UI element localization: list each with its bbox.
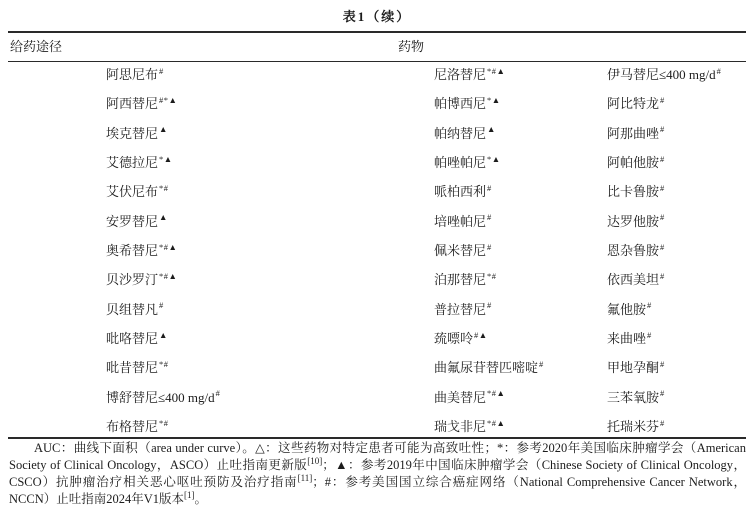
drug-name: 阿西替尼 <box>106 96 159 112</box>
drug-marker: ▲ <box>159 212 168 223</box>
drug-name: 曲美替尼 <box>434 389 487 405</box>
drug-item <box>434 60 544 89</box>
drug-name: 依西美坦 <box>607 272 660 288</box>
drug-item <box>607 236 721 265</box>
drug-marker: ▲ <box>159 124 168 135</box>
drug-item <box>434 148 544 177</box>
drug-marker: # <box>487 212 492 223</box>
drug-marker: # <box>660 183 665 194</box>
drug-marker: *# <box>159 183 169 194</box>
drug-name: 贝组替凡 <box>106 301 159 317</box>
drug-marker: # <box>660 388 665 399</box>
drug-marker: # <box>660 95 665 106</box>
drug-marker: *#▲ <box>159 271 178 282</box>
drug-item <box>106 236 220 265</box>
drug-marker: # <box>716 65 722 76</box>
drug-name: 阿那曲唑 <box>607 125 660 141</box>
drug-marker: # <box>487 183 492 194</box>
table-top-rule <box>8 31 746 33</box>
drug-marker: *# <box>159 359 169 370</box>
drug-item <box>607 265 721 294</box>
drug-name: 尼洛替尼 <box>434 67 487 82</box>
drug-item <box>106 119 220 148</box>
drug-name: 普拉替尼 <box>434 301 487 317</box>
footnote-text: ；#：参考美国国立综合癌症网络（National Comprehensive Cancer Network，NCCN）止吐指南2024年V1版本 <box>9 475 746 506</box>
drug-name: 阿帕他胺 <box>607 155 660 171</box>
drug-item <box>434 177 544 206</box>
drug-item <box>434 353 544 382</box>
drug-name: 甲地孕酮 <box>607 360 660 376</box>
drug-name: 贝沙罗汀 <box>106 272 159 288</box>
drug-item <box>434 207 544 236</box>
drug-name: 博舒替尼≤400 mg/d <box>106 389 215 405</box>
drug-name: 巯嘌呤 <box>434 331 474 347</box>
drug-name: 三苯氧胺 <box>607 389 660 405</box>
drug-marker: # <box>159 300 164 311</box>
drug-name: 布格替尼 <box>106 419 159 435</box>
drug-name: 吡昔替尼 <box>106 360 159 376</box>
drug-marker: # <box>660 271 665 282</box>
drug-column-1 <box>106 60 220 441</box>
footnote-text: AUC：曲线下面积（area under curve）。△：这些药物对特定患者可能为高致吐性；*：参考2020年美国临床肿瘤学会（American Society of Clinical Oncology，ASCO）止吐指南更新版 <box>9 441 746 472</box>
drug-name: 瑞戈非尼 <box>434 419 487 435</box>
drug-item <box>607 207 721 236</box>
drug-name: 托瑞米芬 <box>607 419 660 435</box>
drug-item <box>106 383 220 412</box>
drug-name: 泊那替尼 <box>434 272 487 288</box>
drug-item <box>106 353 220 382</box>
citation-ref-10: [10] <box>307 455 323 466</box>
drug-name: 伊马替尼≤400 mg/d <box>607 67 716 82</box>
table-title: 表1（续） <box>342 9 412 24</box>
drug-marker: #*▲ <box>159 95 178 106</box>
drug-marker: # <box>215 388 221 399</box>
drug-name: 哌柏西利 <box>434 184 487 200</box>
citation-ref-1: [1] <box>184 489 195 500</box>
drug-marker: *▲ <box>487 95 501 106</box>
drug-item <box>607 119 721 148</box>
column-header-route: 给药途径 <box>10 39 63 54</box>
drug-item <box>106 60 220 89</box>
drug-item <box>434 236 544 265</box>
drug-name: 帕博西尼 <box>434 96 487 112</box>
drug-name: 帕唑帕尼 <box>434 155 487 171</box>
drug-name: 安罗替尼 <box>106 213 159 229</box>
drug-marker: # <box>539 359 544 370</box>
drug-item <box>106 265 220 294</box>
drug-name: 艾伏尼布 <box>106 184 159 200</box>
drug-item <box>434 295 544 324</box>
drug-marker: # <box>487 241 492 252</box>
drug-name: 吡咯替尼 <box>106 331 159 347</box>
drug-column-2 <box>434 60 544 441</box>
drug-name: 佩米替尼 <box>434 243 487 259</box>
drug-item <box>106 324 220 353</box>
drug-item <box>607 295 721 324</box>
drug-item <box>106 148 220 177</box>
drug-item <box>607 177 721 206</box>
drug-marker: # <box>647 300 652 311</box>
drug-item <box>434 119 544 148</box>
drug-marker: *#▲ <box>487 65 506 76</box>
drug-name: 艾德拉尼 <box>106 155 159 171</box>
drug-item <box>607 60 721 89</box>
footnote-text: ；▲：参考2019年中国临床肿瘤学会（Chinese Society of Clinical Oncology，CSCO）抗肿瘤治疗相关恶心呕吐预防及治疗指南 <box>9 458 746 489</box>
drug-item <box>607 89 721 118</box>
drug-item <box>607 324 721 353</box>
drug-name: 阿比特龙 <box>607 96 660 112</box>
drug-marker: *▲ <box>159 153 173 164</box>
drug-item <box>434 89 544 118</box>
drug-marker: *# <box>487 271 497 282</box>
citation-ref-11: [11] <box>297 472 313 483</box>
drug-name: 帕纳替尼 <box>434 125 487 141</box>
drug-marker: *#▲ <box>487 388 506 399</box>
drug-item <box>106 207 220 236</box>
drug-name: 比卡鲁胺 <box>607 184 660 200</box>
drug-marker: # <box>660 212 665 223</box>
drug-item <box>434 383 544 412</box>
drug-name: 恩杂鲁胺 <box>607 243 660 259</box>
drug-name: 达罗他胺 <box>607 213 660 229</box>
drug-marker: ▲ <box>487 124 496 135</box>
drug-name: 氟他胺 <box>607 301 647 317</box>
drug-name: 奥希替尼 <box>106 243 159 259</box>
drug-marker: # <box>660 417 665 428</box>
drug-name: 阿思尼布 <box>106 67 159 82</box>
drug-marker: # <box>660 124 665 135</box>
drug-marker: *#▲ <box>487 417 506 428</box>
drug-marker: # <box>647 329 652 340</box>
drug-item <box>106 177 220 206</box>
drug-name: 曲氟尿苷替匹嘧啶 <box>434 360 539 376</box>
drug-marker: # <box>660 153 665 164</box>
drug-column-3 <box>607 60 721 441</box>
drug-item <box>106 295 220 324</box>
drug-marker: ▲ <box>159 329 168 340</box>
drug-name: 培唑帕尼 <box>434 213 487 229</box>
drug-item <box>434 324 544 353</box>
drug-marker: # <box>487 300 492 311</box>
drug-name: 来曲唑 <box>607 331 647 347</box>
drug-marker: # <box>660 241 665 252</box>
drug-marker: *#▲ <box>159 241 178 252</box>
column-header-drug: 药物 <box>398 39 425 54</box>
drug-item <box>607 383 721 412</box>
table-bottom-rule <box>8 437 746 439</box>
drug-marker: *# <box>159 417 169 428</box>
drug-marker: # <box>159 65 164 76</box>
footnote-text: 。 <box>194 492 208 506</box>
drug-name: 埃克替尼 <box>106 125 159 141</box>
drug-marker: # <box>660 359 665 370</box>
drug-marker: *▲ <box>487 153 501 164</box>
drug-item <box>106 89 220 118</box>
table-footnote <box>9 440 746 508</box>
drug-marker: #▲ <box>474 329 488 340</box>
drug-item <box>607 353 721 382</box>
drug-item <box>607 148 721 177</box>
drug-item <box>434 265 544 294</box>
